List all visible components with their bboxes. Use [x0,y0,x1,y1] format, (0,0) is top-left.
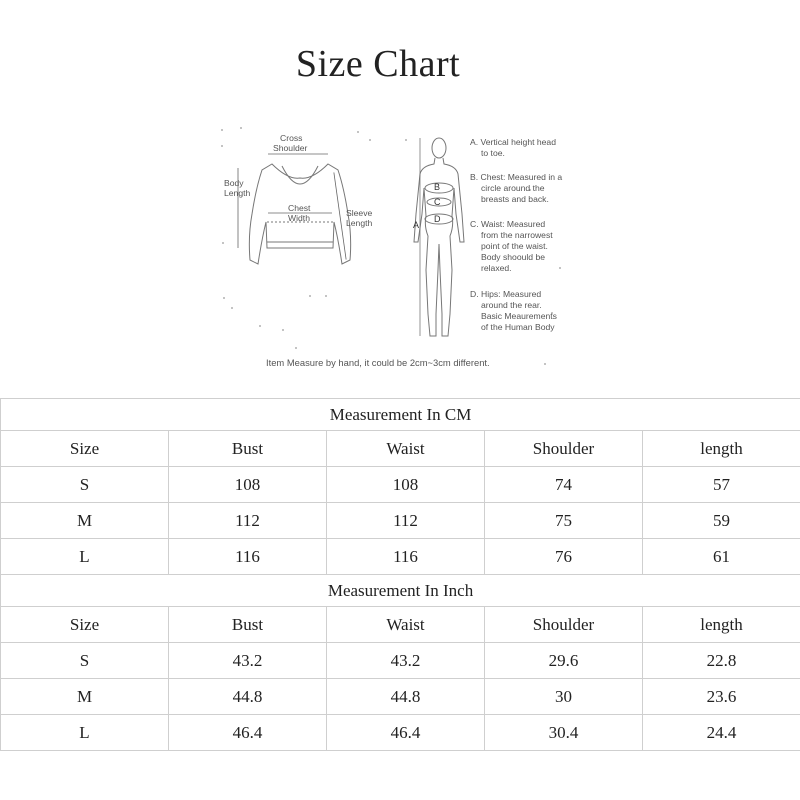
table-cell: 112 [169,503,327,539]
measurement-diagram [210,118,590,378]
table-cell: S [1,467,169,503]
body-figure [414,138,464,336]
table-cell: 75 [485,503,643,539]
table-row [1,539,800,575]
note-b: B. Chest: Measured in a circle around the breasts and back. [470,172,563,204]
header-shoulder: Shoulder [485,431,643,467]
header-shoulder: Shoulder [485,607,643,643]
table-row [1,467,800,503]
table-row [1,679,800,715]
header-size: Size [1,431,169,467]
size-tables [0,398,800,751]
table-cell: 22.8 [643,643,800,679]
table-cell: 30.4 [485,715,643,751]
table-cell: 108 [169,467,327,503]
note-c: C. Waist: Measured from the narrowest point of the waist. Body shoould be relaxed. [470,219,553,273]
marker-d: D [434,214,441,224]
cross-shoulder-label: Cross Shoulder [273,133,308,153]
header-length: length [643,431,800,467]
measure-disclaimer: Item Measure by hand, it could be 2cm~3cm different. [266,357,490,368]
table-caption-inch: Measurement In Inch [1,575,800,607]
table-cell: 46.4 [327,715,485,751]
table-cell: 61 [643,539,800,575]
header-bust: Bust [169,431,327,467]
header-waist: Waist [327,431,485,467]
header-size: Size [1,607,169,643]
table-cell: 44.8 [169,679,327,715]
table-row [1,715,800,751]
table-cell: S [1,643,169,679]
table-cell: 29.6 [485,643,643,679]
table-header-row [1,431,800,467]
page-title: Size Chart [295,43,461,85]
table-cell: 116 [327,539,485,575]
marker-c: C [434,197,441,207]
marker-a: A [413,220,420,230]
chest-width-label: Chest Width [288,203,311,223]
marker-b: B [434,182,441,192]
table-cell: 43.2 [327,643,485,679]
table-caption-cm: Measurement In CM [1,399,800,431]
table-cell: L [1,539,169,575]
table-cell: M [1,679,169,715]
table-cell: 23.6 [643,679,800,715]
table-cell: 74 [485,467,643,503]
table-cell: 112 [327,503,485,539]
table-cell: 24.4 [643,715,800,751]
table-cell: 108 [327,467,485,503]
size-table-cm [0,398,800,751]
body-length-label: Body Length [224,178,251,198]
header-waist: Waist [327,607,485,643]
header-bust: Bust [169,607,327,643]
table-cell: 43.2 [169,643,327,679]
sleeve-length-label: Sleeve Length [346,208,373,228]
table-cell: 76 [485,539,643,575]
table-row [1,643,800,679]
table-cell: 116 [169,539,327,575]
table-cell: 46.4 [169,715,327,751]
note-a: A. Vertical height head to toe. [470,137,556,158]
table-cell: L [1,715,169,751]
table-cell: 44.8 [327,679,485,715]
table-header-row [1,607,800,643]
table-cell: 59 [643,503,800,539]
note-d: D. Hips: Measured around the rear. Basic Meaurements of the Human Body [470,289,557,332]
table-cell: M [1,503,169,539]
table-cell: 57 [643,467,800,503]
table-row [1,503,800,539]
header-length: length [643,607,800,643]
table-cell: 30 [485,679,643,715]
